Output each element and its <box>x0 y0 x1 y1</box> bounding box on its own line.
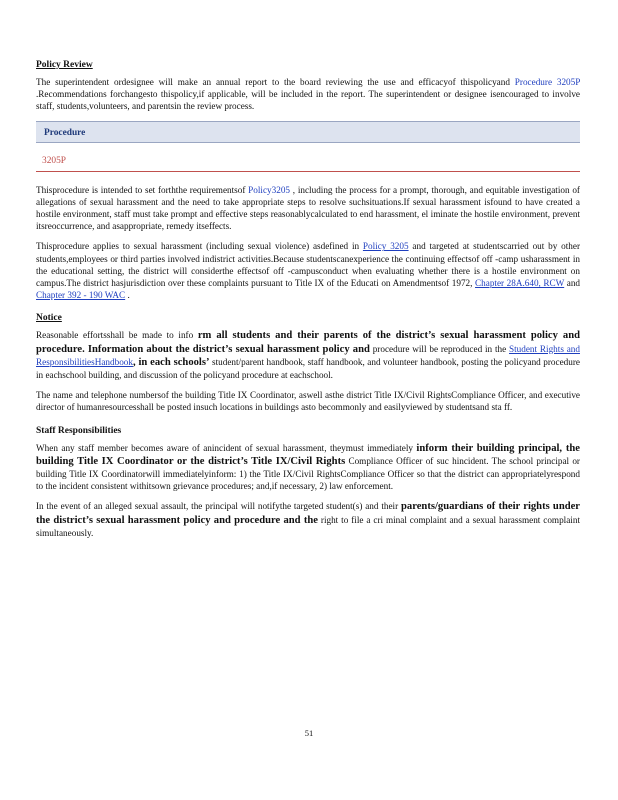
chapter-28a640-rcw-link[interactable]: Chapter 28A.640, RCW <box>475 278 565 289</box>
procedure-3205p-reference: Procedure 3205P <box>514 77 580 87</box>
notice-paragraph-2: The name and telephone numbersof the building Title IX Coordinator, aswell asthe district Title IX/Civil RightsCompliance Officer, and executive director of humanresourcesshall be posted insuch locations in buildings asto becommonly and easilyviewed by studentsand sta ff. <box>36 390 580 413</box>
bold-text-run: inform their building principal, the building Title IX Coordinator or the district’s Title IX/Civil Rights <box>36 442 580 467</box>
bold-text-run: parents/guardians of their rights under the district’s sexual harassment policy and procedure and the <box>36 501 581 526</box>
staff-paragraph-1 <box>36 442 580 493</box>
procedure-band-label: Procedure <box>44 127 86 138</box>
policy-3205-reference: Policy3205 <box>248 184 291 195</box>
bold-text-run: , in each schools’ <box>132 356 210 368</box>
text-run: right to file a cri minal complaint and a sexual harassment complaint simultaneously. <box>36 514 581 538</box>
policy-review-heading: Policy Review <box>36 60 93 70</box>
notice-heading: Notice <box>36 313 62 324</box>
text-run: When any staff member becomes aware of anincident of sexual harassment, theymust immediately <box>36 442 417 453</box>
procedure-code: 3205P <box>36 153 580 172</box>
text-run: Reasonable effortsshall be made to info <box>36 330 198 341</box>
notice-paragraph-1 <box>36 329 580 381</box>
policy-review-paragraph <box>36 76 580 113</box>
text-run: , including the process for a prompt, thorough, and equitable investigation of allegations of sexual harassment and the need to take appropriate steps to resolve suchsituations.If sexual harassment isfound to have created a hostile environment, staff must take prompt and effective steps reasonablycalculated to end harassment, el iminate the hostile environment, prevent itsreoccurrence, and asappropriate, remedy itseffects. <box>36 184 580 232</box>
chapter-392-190-wac-link[interactable]: Chapter 392 - 190 WAC <box>36 290 126 301</box>
text-run: . <box>125 290 130 301</box>
text-run: Compliance Officer of suc hincident. The school principal or building Title IX Coordinatorwill immediatelyinform: 1) the Title IX/Civil RightsCompliance Officer so that the district can appropriatelyrespond to the incident consistent withitsown grievance procedures; and,if necessary, 2) law enforcement. <box>36 455 580 492</box>
text-run: Thisprocedure applies to sexual harassment (including sexual violence) asdefined in <box>36 241 363 252</box>
policy-3205-link[interactable]: Policy 3205 <box>362 241 409 252</box>
text-run: and targeted at studentscarried out by other students,employees or third parties involved indistrict activities.Because studentscanexperience the continuing effectsof off -camp usharassment in the educational setting, the district will considerthe effectsof off -campusconduct when evaluating whether there is a hostile environment on campus.The district hasjurisdiction over these complaints pursuant to Title IX of the Educati on Amendmentsof 1972, <box>36 241 581 289</box>
procedure-paragraph-1 <box>36 184 580 233</box>
text-run: procedure will be reproduced in the <box>369 343 509 354</box>
text-run: In the event of an alleged sexual assault, the principal will notifythe targeted student(s) and their <box>36 501 402 512</box>
text-run: The superintendent ordesignee will make an annual report to the board reviewing the use and efficacyof thispolicyand <box>36 77 515 87</box>
student-rights-handbook-link[interactable]: Student Rights and ResponsibilitiesHandbook <box>36 343 580 367</box>
staff-responsibilities-heading: Staff Responsibilities <box>36 425 122 436</box>
procedure-paragraph-2 <box>36 240 580 301</box>
text-run: student/parent handbook, staff handbook, and volunteer handbook, posting the policyand procedure in eachschool building, and discussion of the policyand procedure at eachschool. <box>36 356 580 381</box>
procedure-section-band <box>36 121 580 143</box>
text-run: .Recommendations forchangesto thispolicy,if applicable, will be included in the report. The superintendent or designee isencouraged to involve staff, students,volunteers, and parentsin the review process. <box>36 89 580 112</box>
text-run: Thisprocedure is intended to set forththe requirementsof <box>36 184 249 195</box>
document-page <box>36 60 580 547</box>
bold-text-run: rm all students and their parents of the district’s sexual harassment policy and procedure. Information about the district’s sexual harassment policy and <box>36 330 580 355</box>
staff-paragraph-2 <box>36 500 580 539</box>
text-run: and <box>564 278 581 289</box>
page-number: 51 <box>304 728 314 738</box>
